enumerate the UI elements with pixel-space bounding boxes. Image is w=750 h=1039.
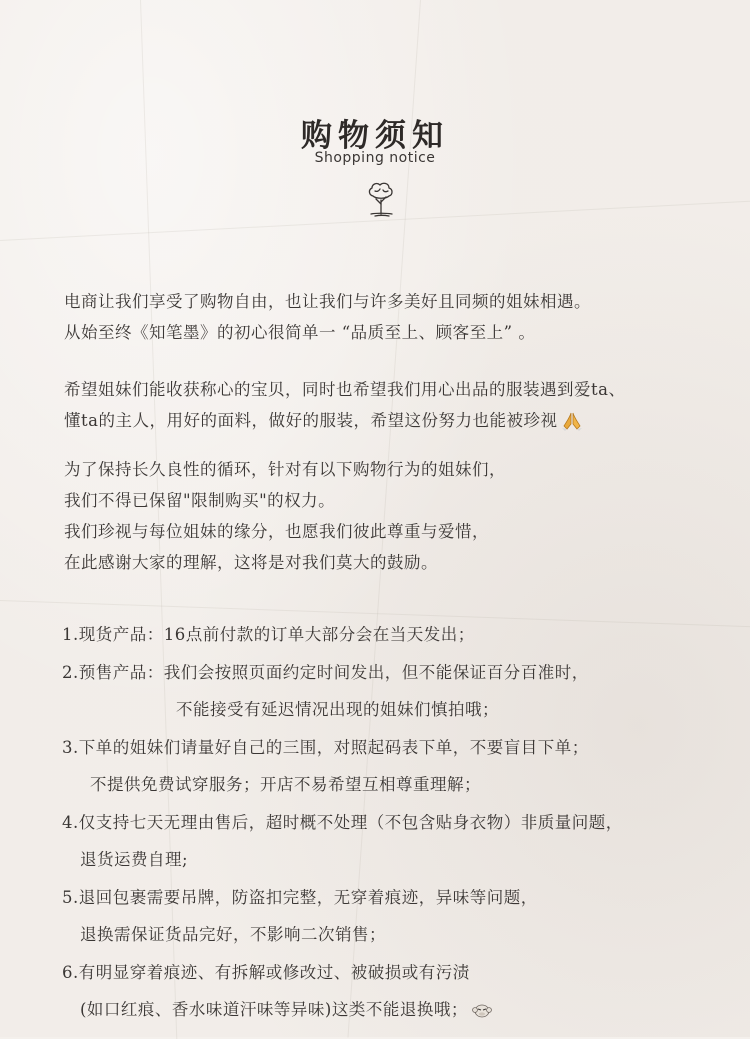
rule-item-continued: (如口红痕、香水味道汗味等异味)这类不能退换哦；: [80, 1000, 468, 1019]
rule-item-continued: 不能接受有延迟情况出现的姐妹们慎拍哦；: [176, 700, 499, 719]
tree-icon: [364, 180, 398, 218]
rule-item-continued-row: [62, 995, 722, 1025]
intro-line: 电商让我们享受了购物自由，也让我们与许多美好且同频的姐妹相遇。: [64, 292, 591, 311]
rule-item-continued: 退货运费自理;: [80, 850, 189, 869]
hope-line-with-icon: [64, 405, 714, 436]
rule-item: 3.下单的姐妹们请量好自己的三围，对照起码表下单，不要盲目下单；: [62, 737, 589, 757]
rule-item-continued: 退换需保证货品完好，不影响二次销售；: [80, 925, 386, 944]
hope-line: 希望姐妹们能收获称心的宝贝，同时也希望我们用心出品的服装遇到爱ta、: [64, 380, 626, 399]
praying-hands-icon: [561, 411, 583, 431]
rule-item-continued: 不提供免费试穿服务；开店不易希望互相尊重理解；: [90, 775, 481, 794]
intro-paragraph: [64, 286, 714, 348]
hope-line: 懂ta的主人，用好的面料，做好的服装，希望这份努力也能被珍视: [64, 411, 558, 430]
page-subtitle: Shopping notice: [314, 150, 436, 166]
rule-item: 6.有明显穿着痕迹、有拆解或修改过、被破损或有污渍: [62, 962, 470, 982]
policy-line: 在此感谢大家的理解，这将是对我们莫大的鼓励。: [64, 553, 438, 572]
rule-item: 5.退回包裹需要吊牌，防盗扣完整，无穿着痕迹，异味等问题，: [62, 887, 538, 907]
rules-list: [62, 620, 722, 1033]
rule-item: 4.仅支持七天无理由售后，超时概不处理（不包含贴身衣物）非质量问题，: [62, 812, 623, 832]
intro-line: 从始至终《知笔墨》的初心很简单一 “品质至上、顾客至上” 。: [64, 323, 536, 342]
rule-item: 1.现货产品：16点前付款的订单大部分会在当天发出；: [62, 625, 475, 644]
policy-line: 我们珍视与每位姐妹的缘分，也愿我们彼此尊重与爱惜，: [64, 522, 489, 541]
policy-line: 为了保持长久良性的循环，针对有以下购物行为的姐妹们，: [64, 460, 506, 479]
rule-item: 2.预售产品：我们会按照页面约定时间发出，但不能保证百分百准时，: [62, 662, 589, 682]
policy-line: 我们不得已保留"限制购买"的权力。: [64, 491, 336, 510]
hope-paragraph: [64, 374, 714, 436]
monkey-face-icon: [472, 1002, 492, 1018]
policy-paragraph: [64, 454, 714, 578]
page-title: 购物须知: [301, 118, 449, 154]
